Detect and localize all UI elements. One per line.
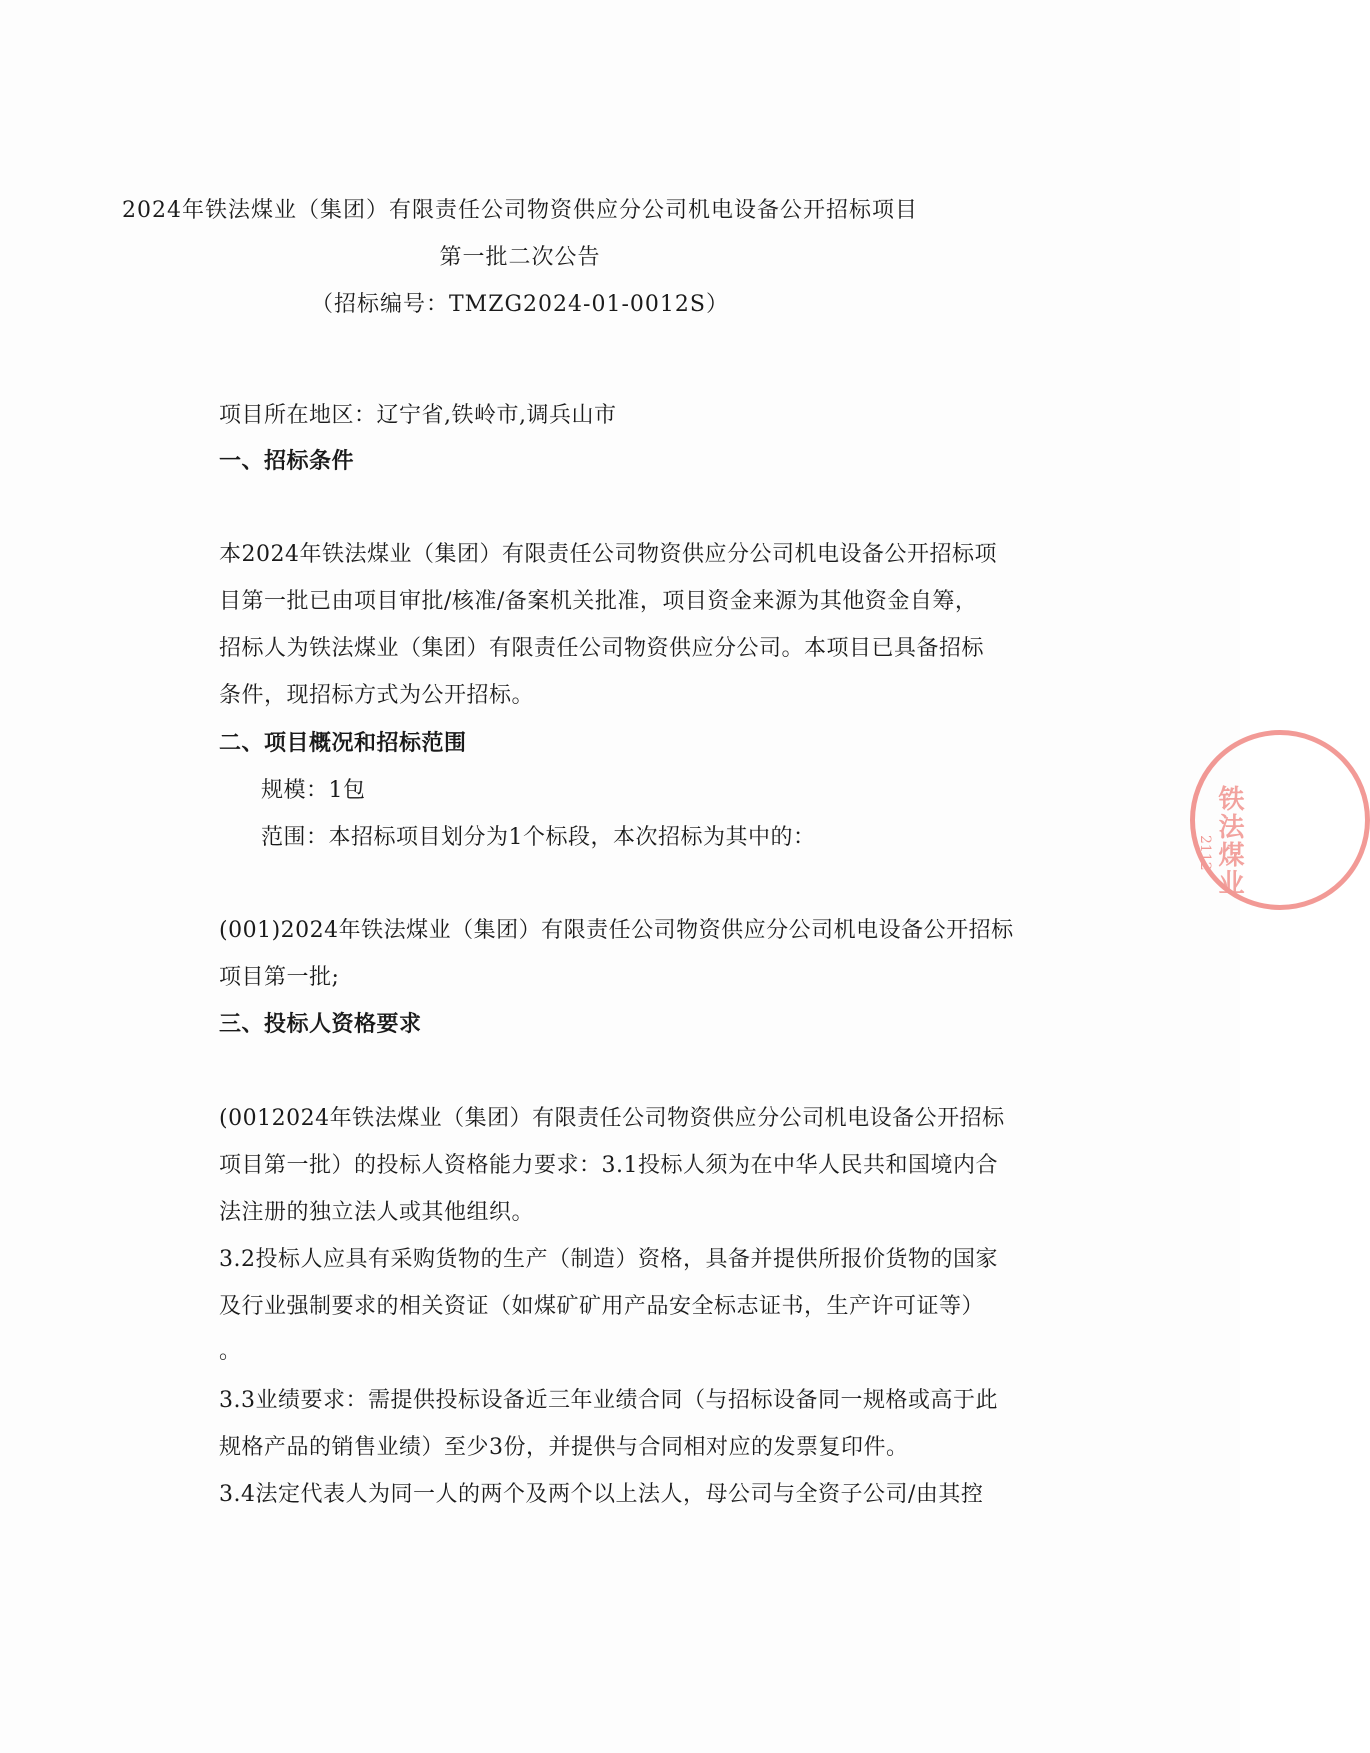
section-3-body-line: 项目第一批）的投标人资格能力要求：3.1投标人须为在中华人民共和国境内合: [219, 1153, 998, 1178]
project-scope: 范围：本招标项目划分为1个标段，本次招标为其中的：: [261, 825, 816, 850]
section-1-body-line: 目第一批已由项目审批/核准/备案机关批准，项目资金来源为其他资金自筹，: [219, 589, 978, 614]
seal-number: 2112: [1197, 835, 1213, 871]
section-1-body-line: 招标人为铁法煤业（集团）有限责任公司物资供应分公司。本项目已具备招标: [219, 636, 985, 661]
section-1-heading: 一、招标条件: [219, 448, 355, 474]
section-3-heading: 三、投标人资格要求: [219, 1011, 422, 1037]
lot-line: (001)2024年铁法煤业（集团）有限责任公司物资供应分公司机电设备公开招标: [219, 918, 1014, 943]
section-1-body-line: 条件，现招标方式为公开招标。: [219, 683, 535, 708]
section-3-body-line: 3.4法定代表人为同一人的两个及两个以上法人，母公司与全资子公司/由其控: [219, 1482, 984, 1507]
section-3-body-line: 法注册的独立法人或其他组织。: [219, 1200, 535, 1225]
section-3-body-line: 。: [219, 1339, 242, 1364]
section-3-body-line: 3.2投标人应具有采购货物的生产（制造）资格，具备并提供所报价货物的国家: [219, 1247, 998, 1272]
project-location: 项目所在地区：辽宁省,铁岭市,调兵山市: [219, 403, 617, 428]
section-3-body-line: 及行业强制要求的相关资证（如煤矿矿用产品安全标志证书，生产许可证等）: [219, 1294, 985, 1319]
section-3-body-line: 3.3业绩要求：需提供投标设备近三年业绩合同（与招标设备同一规格或高于此: [219, 1388, 998, 1413]
tender-number: （招标编号：TMZG2024-01-0012S）: [311, 292, 729, 317]
section-1-body-line: 本2024年铁法煤业（集团）有限责任公司物资供应分公司机电设备公开招标项: [219, 542, 997, 567]
seal-text: 铁法煤业: [1214, 785, 1244, 897]
section-3-body-line: 规格产品的销售业绩）至少3份，并提供与合同相对应的发票复印件。: [219, 1435, 909, 1460]
lot-line: 项目第一批;: [219, 965, 340, 990]
section-3-body-line: (0012024年铁法煤业（集团）有限责任公司物资供应分公司机电设备公开招标: [219, 1106, 1005, 1131]
document-title-line-1: 2024年铁法煤业（集团）有限责任公司物资供应分公司机电设备公开招标项目: [122, 198, 918, 223]
company-seal-stamp: [1190, 730, 1370, 910]
section-2-heading: 二、项目概况和招标范围: [219, 730, 467, 756]
project-scale: 规模：1包: [261, 778, 366, 803]
document-title-line-2: 第一批二次公告: [439, 245, 601, 270]
